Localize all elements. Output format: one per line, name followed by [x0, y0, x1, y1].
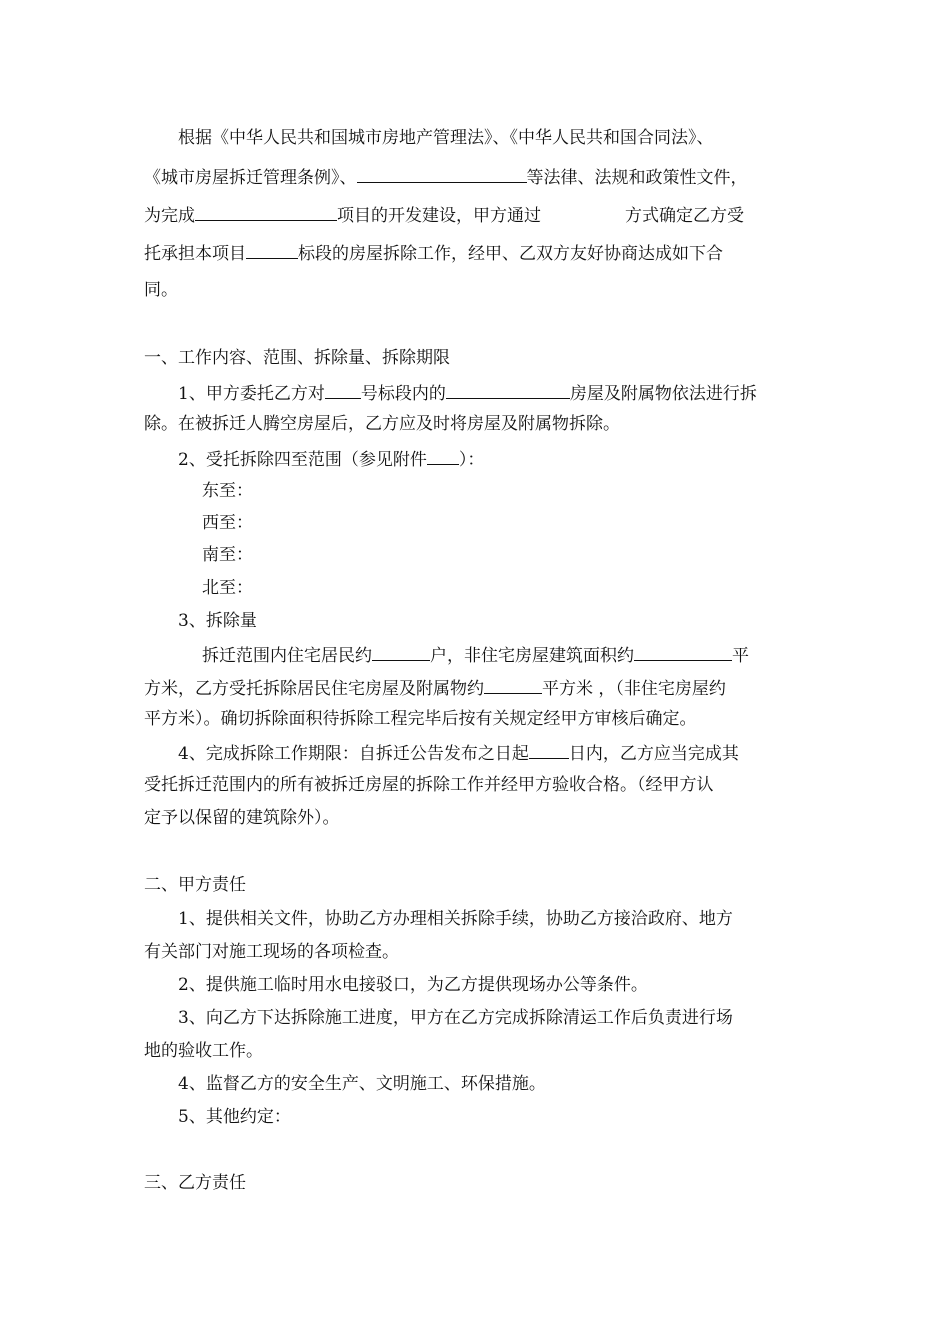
section-2-heading	[144, 873, 246, 897]
intro-line-5	[144, 278, 178, 302]
item-text: 号标段内的	[360, 384, 446, 404]
blank-field	[634, 642, 732, 661]
s1-quantity-line-3	[144, 707, 697, 731]
intro-text: 方式确定乙方受	[625, 206, 744, 226]
s2-item-2	[178, 973, 648, 997]
intro-text: 《城市房屋拆迁管理条例》、	[144, 168, 357, 188]
item-text: 4、完成拆除工作期限：自拆迁公告发布之日起	[178, 744, 529, 764]
item-text: 除。在被拆迁人腾空房屋后，乙方应及时将房屋及附属物拆除。	[144, 414, 620, 434]
blank-field	[529, 740, 569, 759]
item-text: 2、受托拆除四至范围（参见附件	[178, 450, 427, 470]
item-text: 拆迁范围内住宅居民约	[202, 646, 372, 666]
section-1-heading	[144, 346, 450, 370]
item-text: 方米，乙方受托拆除居民住宅房屋及附属物约	[144, 679, 484, 699]
item-text: 房屋及附属物依法进行拆	[569, 384, 757, 404]
item-text: 有关部门对施工现场的各项检查。	[144, 942, 399, 962]
blank-field	[446, 380, 570, 399]
section-3-heading	[144, 1171, 246, 1195]
blank-field	[357, 164, 527, 183]
intro-text: 等法律、法规和政策性文件，	[526, 168, 748, 188]
blank-field	[325, 380, 361, 399]
item-text: 受托拆迁范围内的所有被拆迁房屋的拆除工作并经甲方验收合格。（经甲方认	[144, 775, 714, 795]
s1-item-1-cont	[144, 412, 620, 436]
heading-text: 二、甲方责任	[144, 875, 246, 895]
item-text: 日内，乙方应当完成其	[568, 744, 739, 764]
item-text: 5、其他约定：	[178, 1107, 291, 1127]
boundary-south	[202, 543, 253, 567]
item-text: 3、拆除量	[178, 611, 257, 631]
intro-text: 为完成	[144, 206, 195, 226]
intro-text: 同。	[144, 280, 178, 300]
intro-text: 托承担本项目	[144, 244, 246, 264]
heading-text: 三、乙方责任	[144, 1173, 246, 1193]
intro-line-2	[144, 164, 748, 188]
heading-text: 一、工作内容、范围、拆除量、拆除期限	[144, 348, 450, 368]
s2-item-5	[178, 1105, 291, 1129]
boundary-label: 南至：	[202, 545, 253, 565]
intro-text: 标段的房屋拆除工作，经甲、乙双方友好协商达成如下合	[298, 244, 723, 264]
item-text: 地的验收工作。	[144, 1041, 263, 1061]
boundary-label: 东至：	[202, 481, 253, 501]
boundary-west	[202, 511, 253, 535]
intro-line-1	[178, 126, 714, 150]
s2-item-1-cont	[144, 940, 399, 964]
item-text: ）：	[458, 450, 485, 470]
blank-field	[484, 675, 542, 694]
s1-item-3	[178, 609, 257, 633]
item-text: 平	[732, 646, 749, 666]
blank-field	[246, 240, 298, 259]
blank-field	[195, 202, 337, 221]
intro-text: 根据《中华人民共和国城市房地产管理法》、《中华人民共和国合同法》、	[178, 128, 714, 148]
s2-item-1	[178, 907, 733, 931]
intro-text: 项目的开发建设，甲方通过	[337, 206, 541, 226]
item-text: 4、监督乙方的安全生产、文明施工、环保措施。	[178, 1074, 546, 1094]
s1-item-4	[178, 740, 739, 764]
boundary-label: 西至：	[202, 513, 253, 533]
item-text: 3、向乙方下达拆除施工进度，甲方在乙方完成拆除清运工作后负责进行场	[178, 1008, 733, 1028]
blank-field	[372, 642, 430, 661]
boundary-north	[202, 576, 253, 600]
item-text: 定予以保留的建筑除外）。	[144, 808, 340, 828]
s1-item-4-cont-1	[144, 773, 714, 797]
s1-quantity-line-1	[202, 642, 749, 666]
item-text: 1、甲方委托乙方对	[178, 384, 325, 404]
s1-quantity-line-2	[144, 675, 726, 699]
s1-item-2	[178, 446, 484, 470]
s2-item-3-cont	[144, 1039, 263, 1063]
item-text: 2、提供施工临时用水电接驳口，为乙方提供现场办公等条件。	[178, 975, 648, 995]
s2-item-3	[178, 1006, 733, 1030]
item-text: 1、提供相关文件，协助乙方办理相关拆除手续，协助乙方接洽政府、地方	[178, 909, 733, 929]
item-text: 户，非住宅房屋建筑面积约	[430, 646, 634, 666]
s1-item-1	[178, 380, 757, 404]
blank-field	[427, 446, 459, 465]
intro-line-3	[144, 202, 744, 226]
item-text: 平方米 ，（非住宅房屋约	[542, 679, 726, 699]
boundary-label: 北至：	[202, 578, 253, 598]
s2-item-4	[178, 1072, 546, 1096]
item-text: 平方米）。确切拆除面积待拆除工程完毕后按有关规定经甲方审核后确定。	[144, 709, 697, 729]
s1-item-4-cont-2	[144, 806, 340, 830]
intro-line-4	[144, 240, 723, 264]
boundary-east	[202, 479, 253, 503]
